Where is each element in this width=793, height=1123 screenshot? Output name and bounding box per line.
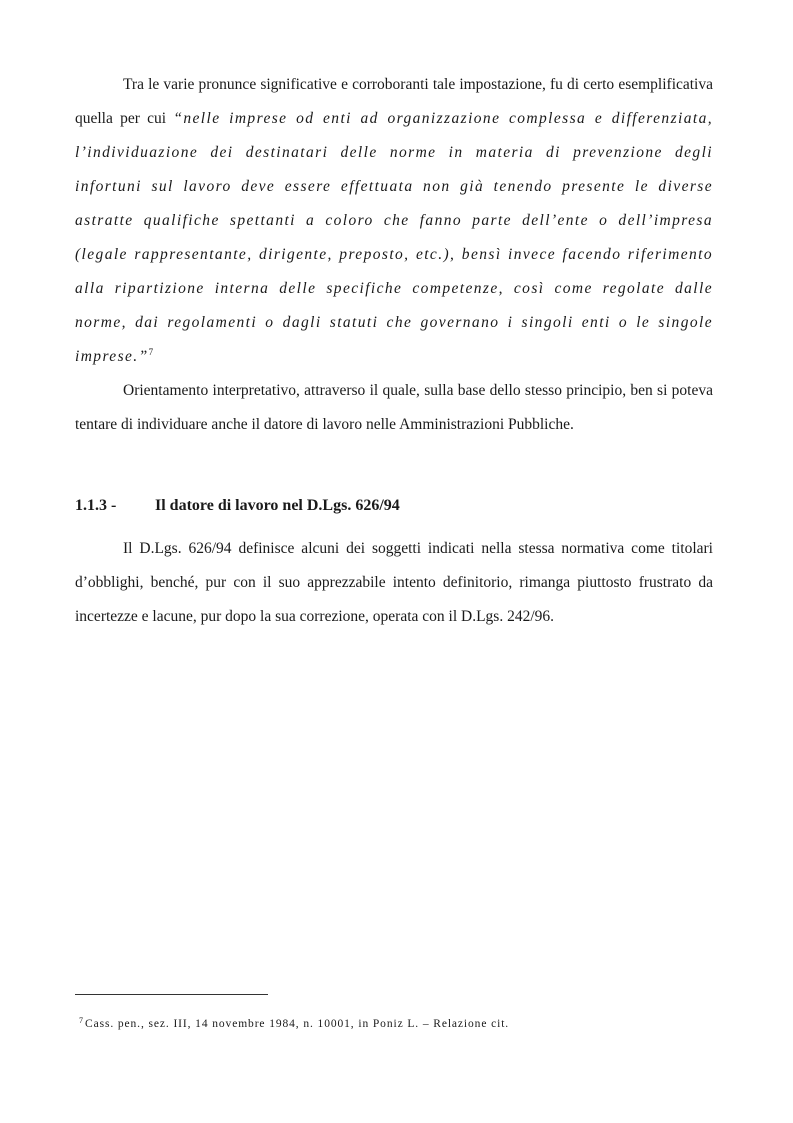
footnote-separator	[75, 994, 268, 995]
section-title: Il datore di lavoro nel D.Lgs. 626/94	[155, 497, 400, 514]
footnote	[79, 1016, 509, 1032]
paragraph-intro-text: Tra le varie pronunce significative e corroboranti tale impostazione, fu di certo esemplificativa quella per cui	[75, 76, 713, 127]
section-body	[75, 532, 713, 634]
footnote-reference[interactable]: 7	[148, 347, 154, 357]
case-law-quote: “nelle imprese od enti ad organizzazione complessa e differenziata, l’individuazione dei destinatari delle norme in materia di prevenzione degli infortuni sul lavoro deve essere effettuata non già tenendo presente le diverse astratte qualifiche spettanti a coloro che fanno parte dell’ente o dell’impresa (legale rappresentante, dirigente, preposto, etc.), bensì invece facendo riferimento alla ripartizione interna delle specifiche competenze, così come regolate dalle norme, dai regolamenti o dagli statuti che governano i singoli enti o le singole imprese.	[75, 110, 713, 365]
paragraph-interpretation: Orientamento interpretativo, attraverso il quale, sulla base dello stesso principio, ben si poteva tentare di individuare anche il datore di lavoro nelle Amministrazioni Pubbliche.	[75, 382, 713, 433]
section-heading	[75, 496, 400, 516]
paragraph-dlgs-626: Il D.Lgs. 626/94 definisce alcuni dei soggetti indicati nella stessa normativa come titolari d’obblighi, benché, pur con il suo apprezzabile intento definitorio, rimanga piuttosto frustrato da incertezze e lacune, pur dopo la sua correzione, operata con il D.Lgs. 242/96.	[75, 540, 713, 625]
section-number: 1.1.3 -	[75, 497, 117, 514]
document-page	[75, 68, 713, 625]
footnote-text: Cass. pen., sez. III, 14 novembre 1984, n. 10001, in Poniz L. – Relazione cit.	[85, 1018, 510, 1030]
paragraph-case-law	[75, 68, 713, 374]
footnote-number: 7	[79, 1016, 83, 1025]
closing-quote-mark: ”	[138, 348, 149, 365]
